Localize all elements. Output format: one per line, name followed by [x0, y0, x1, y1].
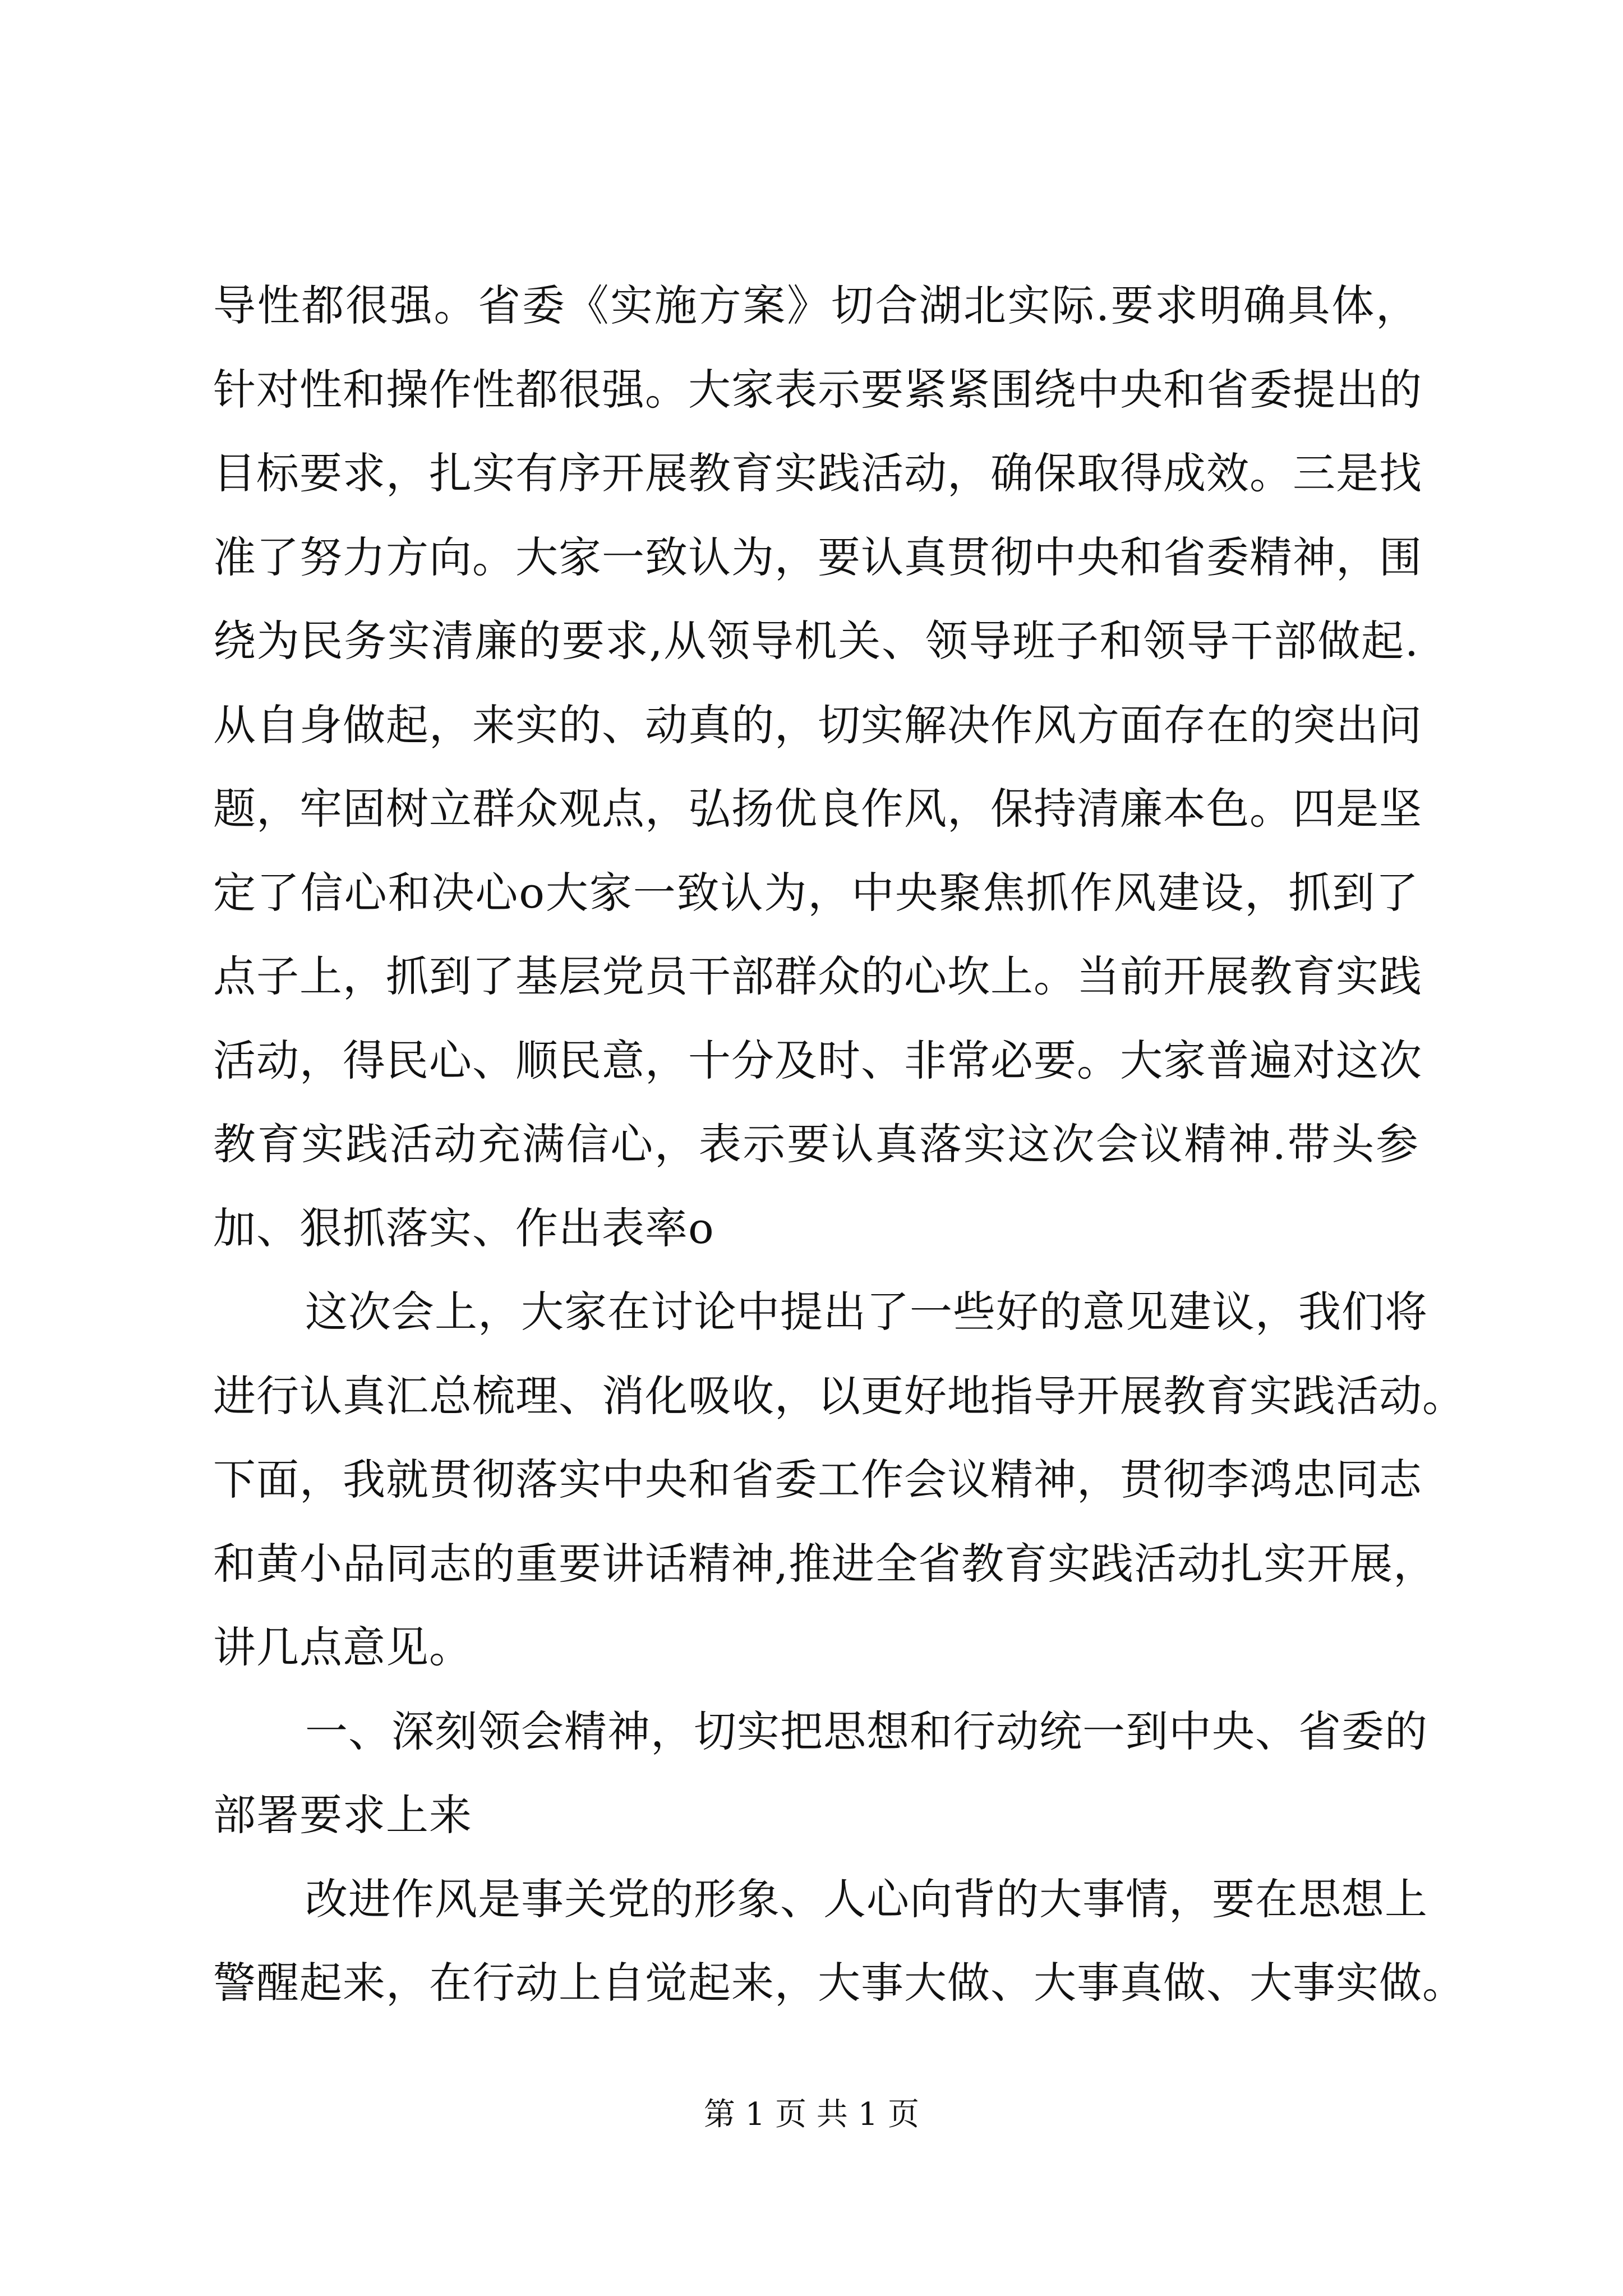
section-heading-end-line: 部署要求上来	[213, 1790, 472, 1840]
text-line: 从自身做起，来实的、动真的，切实解决作风方面存在的突出问	[213, 700, 1422, 750]
text-line: 绕为民务实清廉的要求,从领导机关、领导班子和领导干部做起.	[213, 616, 1419, 666]
paragraph-first-line: 改进作风是事关党的形象、人心向背的大事情，要在思想上	[305, 1874, 1428, 1924]
text-line: 警醒起来，在行动上自觉起来，大事大做、大事真做、大事实做。	[213, 1958, 1465, 2008]
page-number-footer: 第 1 页 共 1 页	[703, 2096, 920, 2133]
text-line: 目标要求，扎实有序开展教育实践活动，确保取得成效。三是找	[213, 448, 1422, 498]
text-line: 点子上，抓到了基层党员干部群众的心坎上。当前开展教育实践	[213, 951, 1422, 1001]
text-line: 进行认真汇总梳理、消化吸收，以更好地指导开展教育实践活动。	[213, 1370, 1465, 1421]
text-line: 和黄小品同志的重要讲话精神,推进全省教育实践活动扎实开展，	[213, 1538, 1437, 1589]
text-line: 题，牢固树立群众观点，弘扬优良作风，保持清廉本色。四是坚	[213, 784, 1422, 834]
text-line: 准了努力方向。大家一致认为，要认真贯彻中央和省委精神，围	[213, 532, 1422, 582]
section-heading-line: 一、深刻领会精神，切实把思想和行动统一到中央、省委的	[305, 1706, 1428, 1756]
paragraph-end-line: 讲几点意见。	[213, 1622, 472, 1672]
text-line: 教育实践活动充满信心，表示要认真落实这次会议精神.带头参	[213, 1119, 1419, 1169]
paragraph-end-line: 加、狠抓落实、作出表率o	[213, 1203, 714, 1253]
text-line: 针对性和操作性都很强。大家表示要紧紧围绕中央和省委提出的	[213, 364, 1422, 415]
text-line: 导性都很强。省委《实施方案》切合湖北实际.要求明确具体，	[213, 280, 1419, 330]
text-line: 下面，我就贯彻落实中央和省委工作会议精神，贯彻李鸿忠同志	[213, 1455, 1422, 1504]
text-line: 活动，得民心、顺民意，十分及时、非常必要。大家普遍对这次	[213, 1035, 1422, 1085]
document-body	[213, 264, 1465, 2025]
text-line: 定了信心和决心o大家一致认为，中央聚焦抓作风建设，抓到了	[213, 867, 1419, 918]
paragraph-first-line: 这次会上，大家在讨论中提出了一些好的意见建议，我们将	[305, 1287, 1428, 1337]
